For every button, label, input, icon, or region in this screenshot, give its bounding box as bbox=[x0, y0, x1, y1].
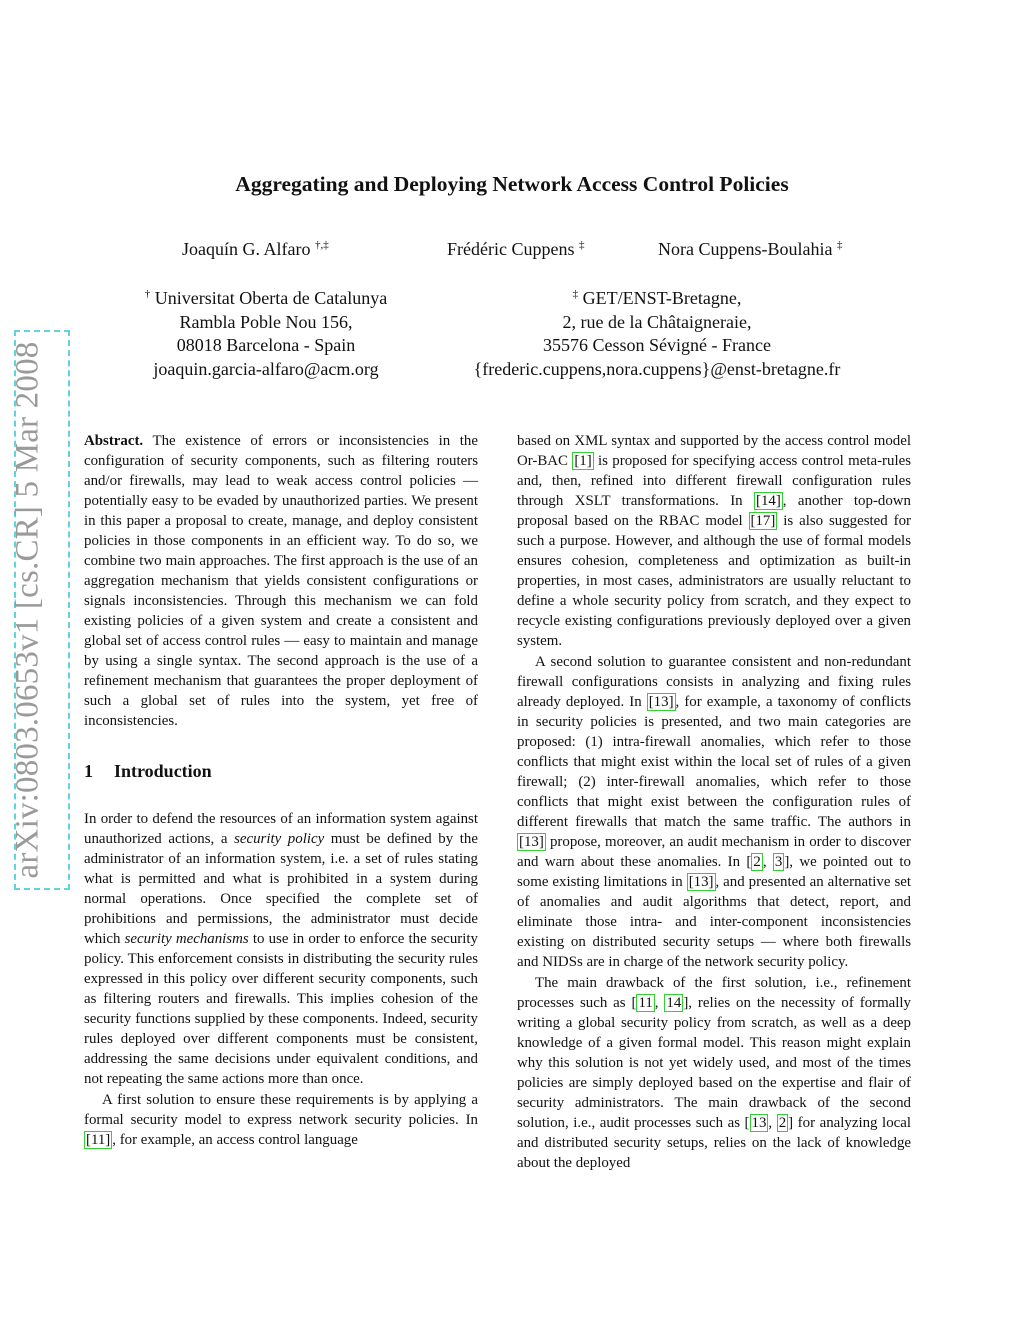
intro-paragraph-2: A first solution to ensure these requirements is by applying a formal security model to express network security policies. In [11] , for example, an access control language bbox=[84, 1092, 478, 1148]
citation-link[interactable]: [13] bbox=[688, 874, 714, 890]
citation-link[interactable]: [14] bbox=[755, 493, 781, 509]
citation-link[interactable]: 13 bbox=[751, 1115, 767, 1131]
author-alfaro: Joaquín G. Alfaro †,‡ bbox=[182, 239, 329, 259]
arxiv-stamp[interactable]: arXiv:0803.0653v1 [cs.CR] 5 Mar 2008 bbox=[9, 341, 46, 879]
citation-link[interactable]: 11 bbox=[638, 995, 653, 1011]
citation-link[interactable]: 3 bbox=[774, 854, 783, 870]
author-marks: †,‡ bbox=[314, 239, 329, 251]
email-alfaro[interactable]: joaquin.garcia-alfaro@acm.org bbox=[153, 358, 379, 379]
section-heading: 1 Introduction bbox=[84, 761, 212, 781]
citation-link[interactable]: [13] bbox=[519, 834, 544, 850]
intro-paragraph-1: In order to defend the resources of an information system against unauthorized actions, a security policy must be defined by the administrator of an information system, i.e. a set of rules stating what is permitted and what is prohibited in a system during normal operations. Once specified the complete set of prohibitions and permissions, the administrator must decide which security mechanisms to use in order to enforce the security policy. This enforcement consists in distributing the security rules expressed in this policy over different security components, such as filtering routers and firewalls. This implies cohesion of the security functions supplied by these components. Indeed, security rules deployed over different components must be consistent, addressing the same decisions under equivalent conditions, and not repeating the same actions more than once. bbox=[84, 811, 478, 1087]
citation-link[interactable]: 2 bbox=[753, 854, 761, 870]
affiliation-mark: † bbox=[144, 288, 151, 300]
abstract: Abstract. The existence of errors or inconsistencies in the configuration of security components, such as filtering routers and/or firewalls, may lead to weak access control policies — potentially easy to be evaded by unauthorized parties. We present in this paper a proposal to create, manage, and deploy consistent policies in those components in an efficient way. To do so, we combine two main approaches. The first approach is the use of an aggregation mechanism that yields consistent configurations or signals inconsistencies. Through this mechanism we can fold existing policies of a given system and create a consistent and global set of access control rules — easy to maintain and manage by using a single syntax. The second approach is the use of a refinement mechanism that guarantees the proper deployment of such a global set of rules into the system, yet free of inconsistencies. bbox=[84, 433, 478, 729]
right-paragraph-2: A second solution to guarantee consistent and non-redundant firewall configurations consists in analyzing and fixing rules already deployed. In [13] , for example, a taxonomy of conflicts in security policies is presented, and two main categories are proposed: (1) intra-firewall anomalies, which refer to those conflicts that might exist within the local set of rules of a given firewall; (2) inter-firewall anomalies, which refer to those conflicts that might exist between the configuration rules of different firewalls that match the same traffic. The authors in [13] propose, moreover, an audit mechanism in order to discover and warn about these anomalies. In [ 2 , 3 ], we pointed out to some existing limitations in [13] , and presented an alternative set of anomalies and audit algorithms that detect, report, and eliminate those intra- and inter-component inconsistencies existing on distributed security setups — where both firewalls and NIDSs are in charge of the network security policy. bbox=[517, 654, 911, 970]
citation-link[interactable]: [1] bbox=[574, 453, 592, 469]
citation-link[interactable]: [17] bbox=[750, 513, 776, 529]
citation-link[interactable]: [11] bbox=[86, 1132, 111, 1148]
citation-link[interactable]: 2 bbox=[778, 1115, 787, 1131]
citation-link[interactable]: [13] bbox=[648, 694, 674, 710]
author-cuppens: Frédéric Cuppens ‡ bbox=[447, 239, 585, 259]
right-column bbox=[517, 431, 911, 1173]
right-paragraph-1: based on XML syntax and supported by the access control model Or-BAC [1] is proposed for specifying access control meta-rules and, then, refined into different firewall configuration rules through XSLT transformations. In [14] , another top-down proposal based on the RBAC model [17] is also suggested for such a purpose. However, and although the use of formal models ensures cohesion, completeness and optimization as built-in properties, in most cases, administrators are usually reluctant to define a whole security policy from scratch, and they expect to recycle existing configurations previously deployed over a given system. bbox=[517, 433, 911, 649]
affiliation-uoc: † Universitat Oberta de Catalunya Rambla Poble Nou 156, 08018 Barcelona - Spain joaquin.garcia-alfaro@acm.org bbox=[130, 287, 402, 381]
affiliation-mark: ‡ bbox=[572, 288, 579, 300]
citation-link[interactable]: 14 bbox=[666, 995, 682, 1011]
right-paragraph-3: The main drawback of the first solution, i.e., refinement processes such as [ 11 , 14 ], relies on the necessity of formally writing a global security policy from scratch, as well as a deep knowledge of a given formal model. This reason might explain why this solution is not yet widely used, and most of the times policies are simply deployed based on the expertise and flair of security administrators. The main drawback of the second solution, i.e., audit processes such as [ 13 , 2 ] for analyzing local and distributed security setups, relies on the lack of knowledge about the deployed bbox=[517, 975, 912, 1171]
author-marks: ‡ bbox=[578, 239, 585, 251]
affiliation-enst: ‡ GET/ENST-Bretagne, 2, rue de la Châtaigneraie, 35576 Cesson Sévigné - France {frederic.cuppens,nora.cuppens}@enst-bretagne.fr bbox=[451, 287, 863, 381]
paper-title: Aggregating and Deploying Network Access Control Policies bbox=[235, 172, 789, 196]
email-cuppens[interactable]: {frederic.cuppens,nora.cuppens}@enst-bretagne.fr bbox=[473, 358, 841, 379]
author-cuppens-boulahia: Nora Cuppens-Boulahia ‡ bbox=[658, 239, 843, 259]
author-marks: ‡ bbox=[836, 239, 843, 251]
abstract-label: Abstract. bbox=[84, 433, 144, 449]
left-column bbox=[84, 431, 478, 1150]
